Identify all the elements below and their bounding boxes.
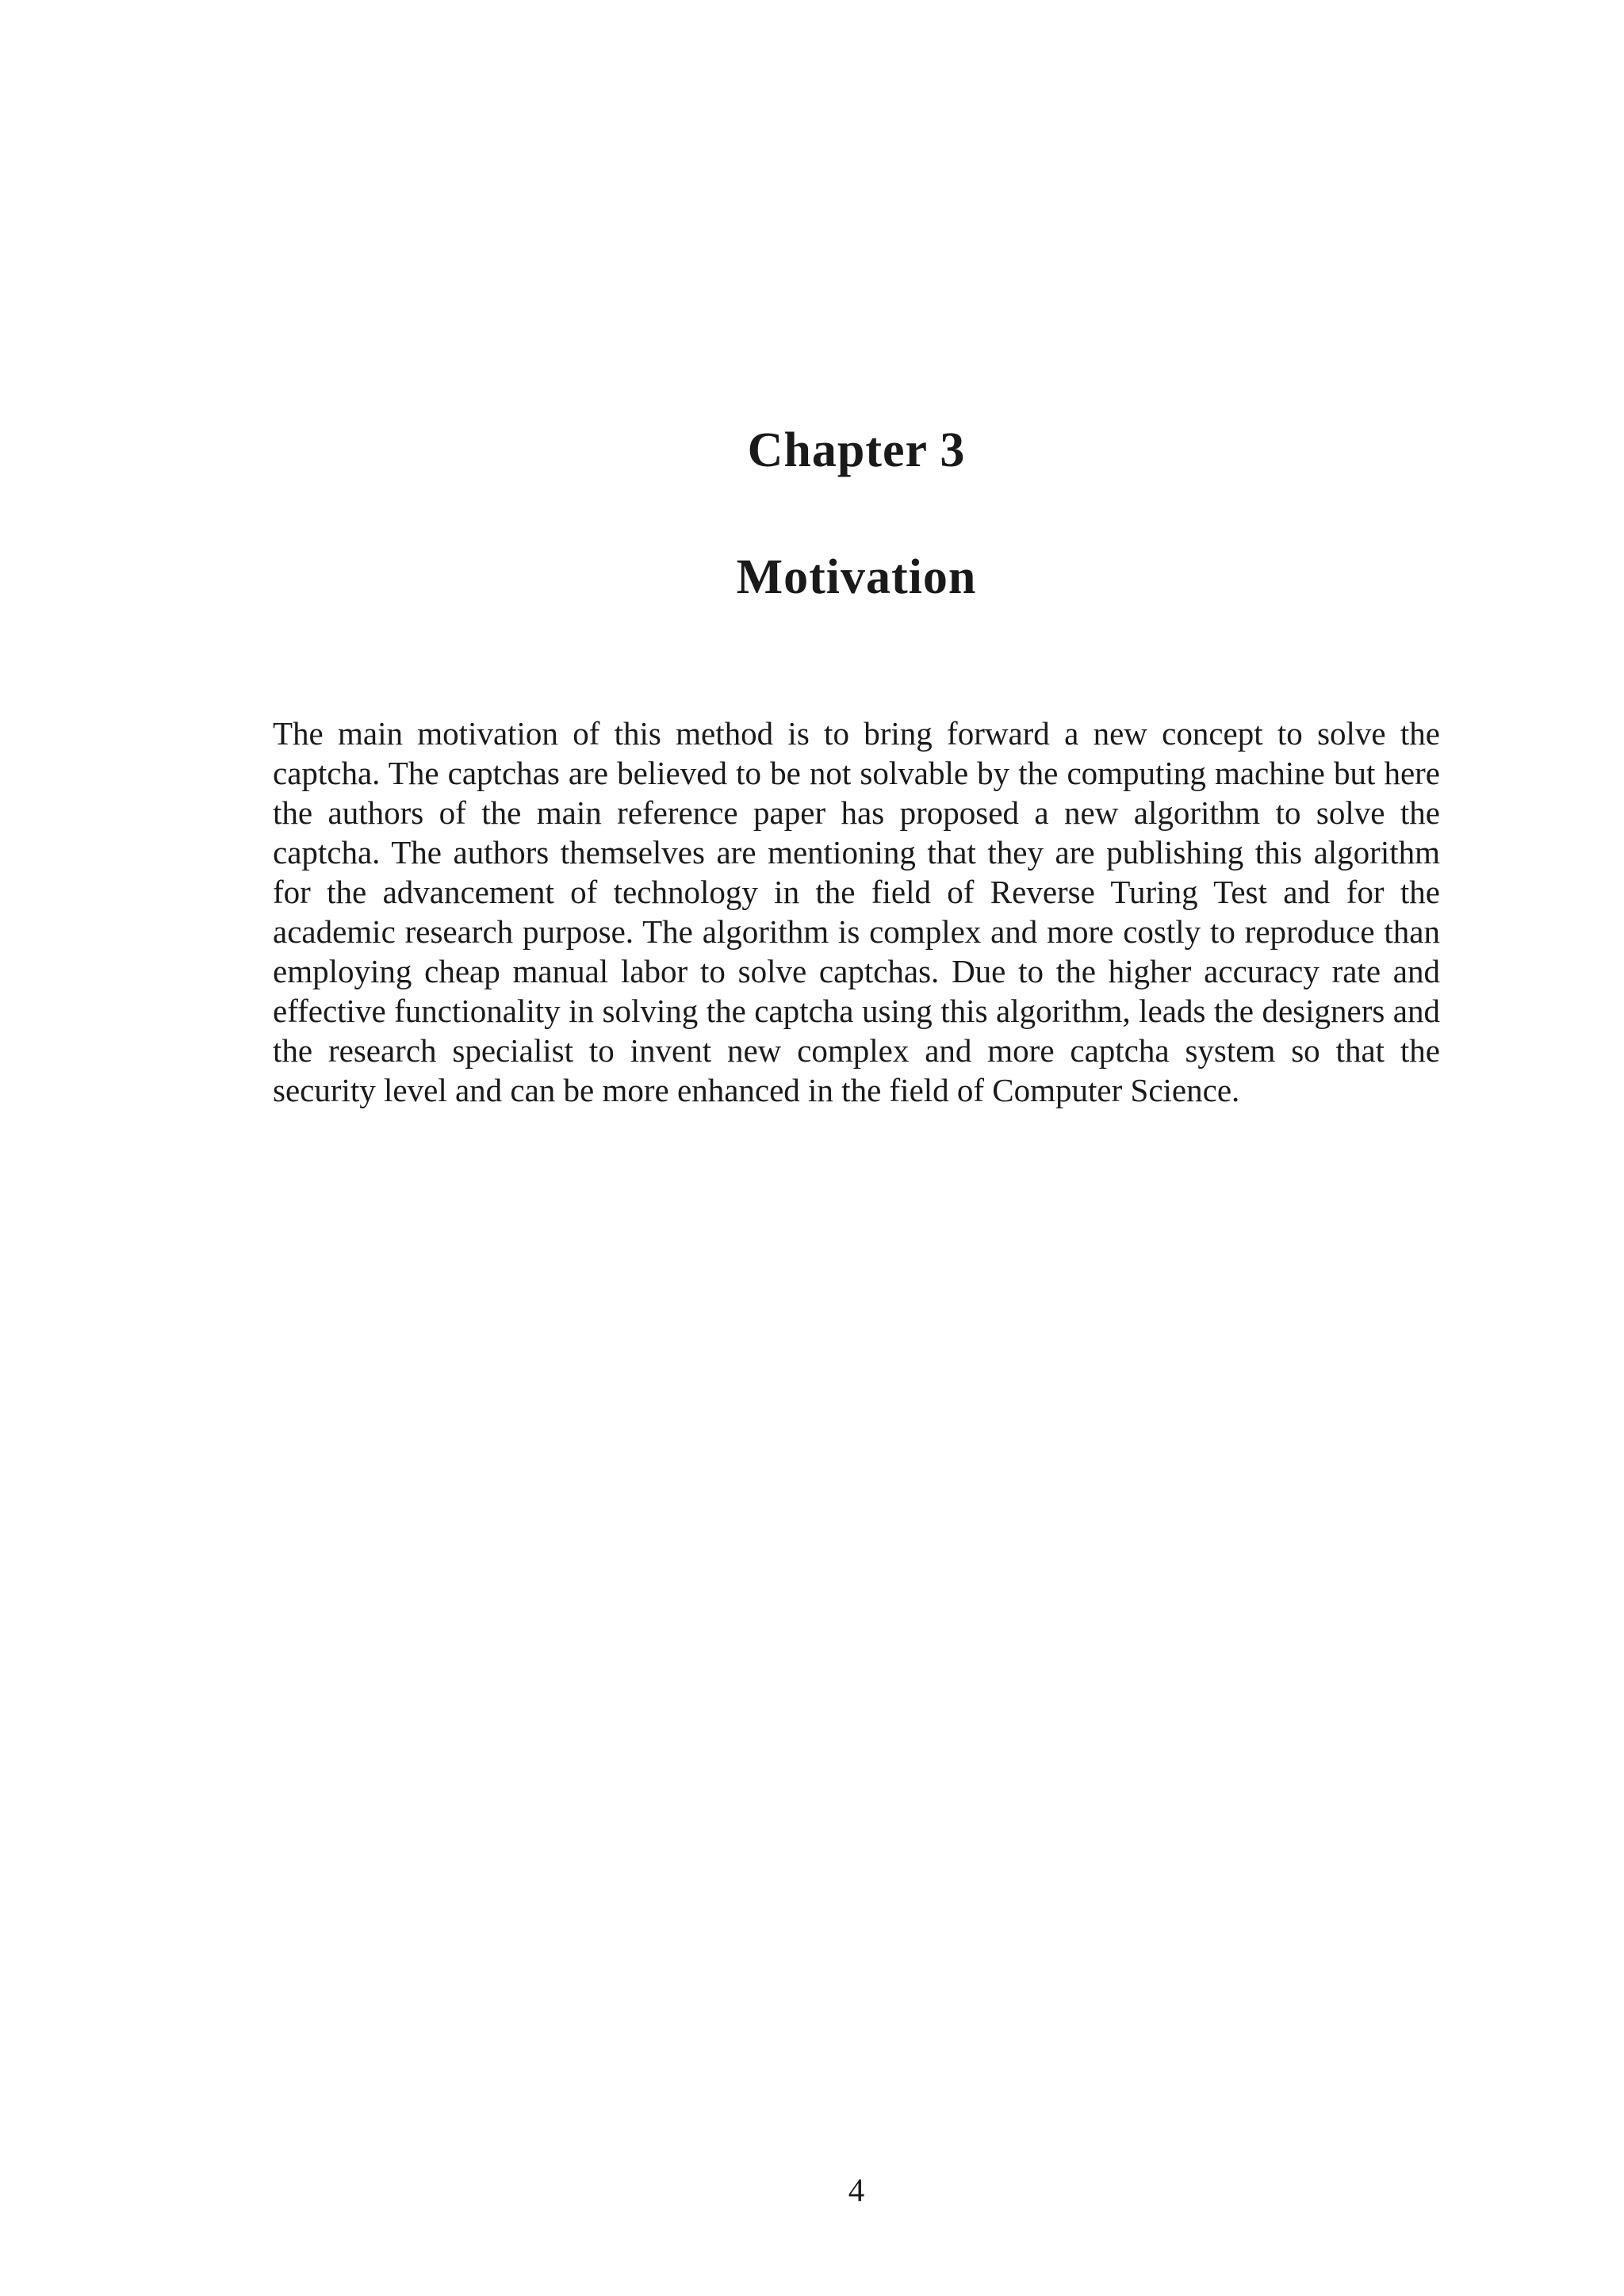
body-paragraph: The main motivation of this method is to bring forward a new concept to solve the captcha. The captchas are believed to be not solvable by the computing machine but here the authors of the main reference paper has proposed a new algorithm to solve the captcha. The authors themselves are mentioning that they are publishing this algorithm for the advancement of technology in the field of Reverse Turing Test and for the academic research purpose. The algorithm is complex and more costly to reproduce than employing cheap manual labor to solve captchas. Due to the higher accuracy rate and effective functionality in solving the captcha using this algorithm, leads the designers and the research specialist to invent new complex and more captcha system so that the security level and can be more enhanced in the field of Computer Science. <box>273 715 1440 1108</box>
page-number: 4 <box>848 2172 865 2208</box>
chapter-title-heading: Motivation <box>736 550 977 604</box>
chapter-number-heading: Chapter 3 <box>747 423 966 477</box>
